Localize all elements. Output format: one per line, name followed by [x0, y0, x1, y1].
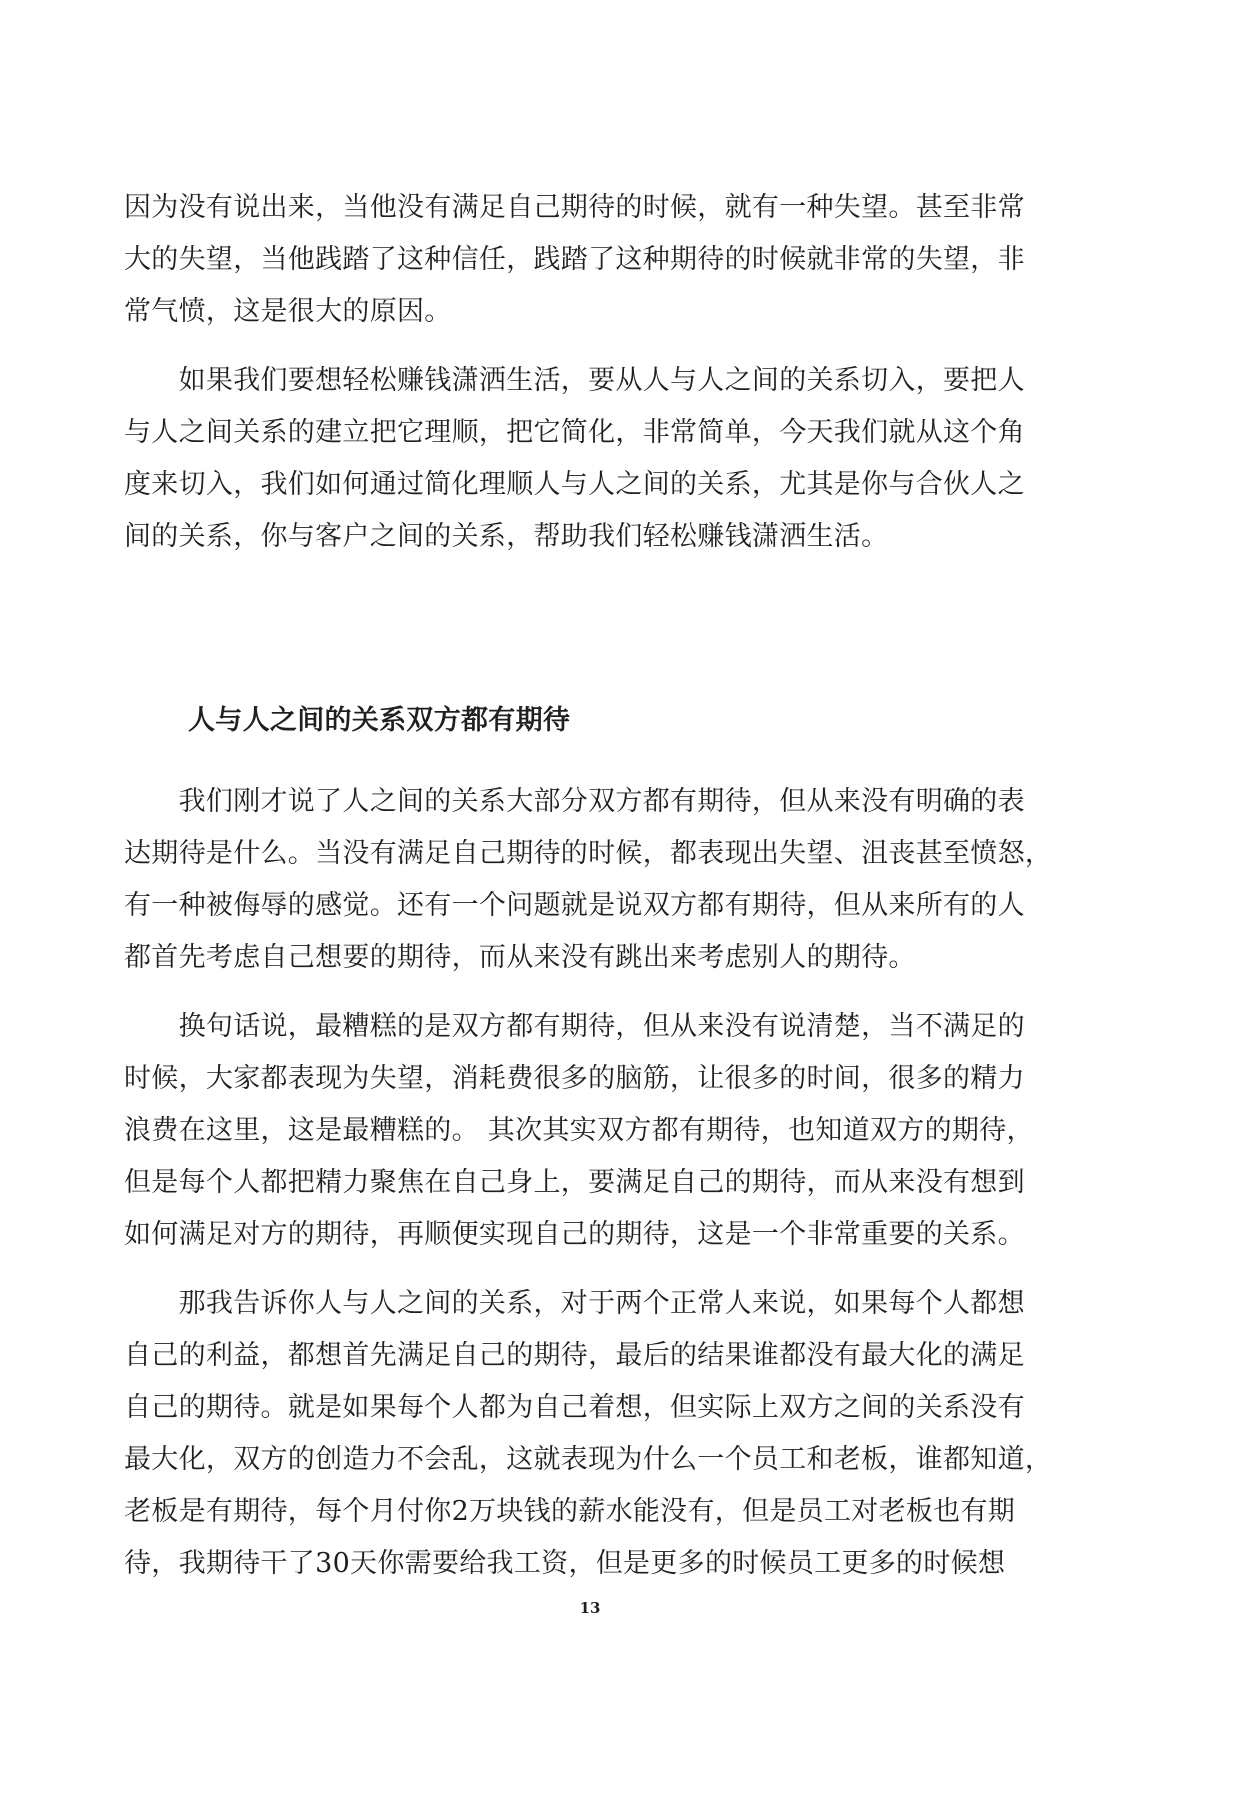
text-line: 都首先考虑自己想要的期待，而从来没有跳出来考虑别人的期待。: [124, 942, 916, 973]
text-line: 如何满足对方的期待，再顺便实现自己的期待，这是一个非常重要的关系。: [124, 1219, 1025, 1250]
text-line: 那我告诉你人与人之间的关系，对于两个正常人来说，如果每个人都想: [124, 1288, 1025, 1319]
text-line: 达期待是什么。当没有满足自己期待的时候，都表现出失望、沮丧甚至愤怒，: [124, 838, 1053, 869]
paragraph: [124, 182, 1076, 338]
text-line: 因为没有说出来，当他没有满足自己期待的时候，就有一种失望。甚至非常: [124, 192, 1025, 223]
text-line: 换句话说，最糟糕的是双方都有期待，但从来没有说清楚，当不满足的: [124, 1011, 1025, 1042]
text-line: 度来切入，我们如何通过简化理顺人与人之间的关系，尤其是你与合伙人之: [124, 469, 1025, 500]
text-line: 自己的利益，都想首先满足自己的期待，最后的结果谁都没有最大化的满足: [124, 1340, 1025, 1371]
text-line: 浪费在这里，这是最糟糕的。 其次其实双方都有期待，也知道双方的期待，: [124, 1115, 1034, 1146]
text-line: 我们刚才说了人之间的关系大部分双方都有期待，但从来没有明确的表: [124, 786, 1025, 817]
text-line: 但是每个人都把精力聚焦在自己身上，要满足自己的期待，而从来没有想到: [124, 1167, 1025, 1198]
paragraph: [124, 1278, 1076, 1590]
text-line: 如果我们要想轻松赚钱潇洒生活，要从人与人之间的关系切入，要把人: [124, 365, 1025, 396]
text-line: 间的关系，你与客户之间的关系，帮助我们轻松赚钱潇洒生活。: [124, 521, 889, 552]
section-heading: 人与人之间的关系双方都有期待: [188, 705, 571, 736]
page-number: 13: [579, 1599, 601, 1617]
paragraph: [124, 776, 1076, 984]
text-line: 待，我期待干了30天你需要给我工资，但是更多的时候员工更多的时候想: [124, 1548, 1006, 1579]
page-body: [124, 182, 1076, 1590]
text-line: 老板是有期待，每个月付你2万块钱的薪水能没有，但是员工对老板也有期: [124, 1496, 1016, 1527]
text-line: 最大化，双方的创造力不会乱，这就表现为什么一个员工和老板，谁都知道，: [124, 1444, 1053, 1475]
text-line: 自己的期待。就是如果每个人都为自己着想，但实际上双方之间的关系没有: [124, 1392, 1025, 1423]
text-line: 大的失望，当他践踏了这种信任，践踏了这种期待的时候就非常的失望，非: [124, 244, 1025, 275]
paragraph: [124, 1001, 1076, 1261]
text-line: 常气愤，这是很大的原因。: [124, 296, 452, 327]
paragraph: [124, 355, 1076, 563]
text-line: 有一种被侮辱的感觉。还有一个问题就是说双方都有期待，但从来所有的人: [124, 890, 1025, 921]
text-line: 与人之间关系的建立把它理顺，把它简化，非常简单，今天我们就从这个角: [124, 417, 1025, 448]
text-line: 时候，大家都表现为失望，消耗费很多的脑筋，让很多的时间，很多的精力: [124, 1063, 1025, 1094]
